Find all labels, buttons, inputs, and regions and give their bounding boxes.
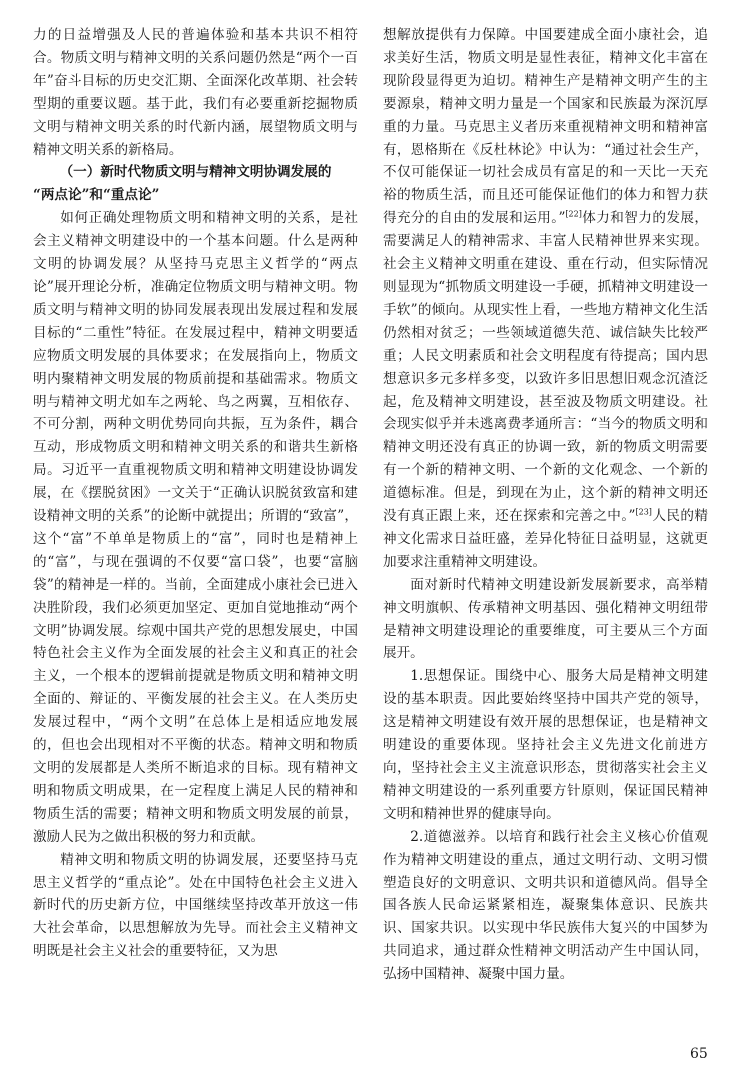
continued-text-b: 体力和智力的发展，需要满足人的精神需求、丰富人民精神世界来实现。社会主义精神文明重在建设、重在行动，但实际情况则显现为“抓物质文明建设一手硬，抓精神文明建设一手软”的倾向。从现实性上看，一些地方精神文化生活仍然相对贫乏；一些领域道德失范、诚信缺失比较严重；人民文明素质和社会文明程度有待提高；国内思想意识多元多样多变，以致许多旧思想旧观念沉渣泛起，危及精神文明建设，甚至波及物质文明建设。社会现实似乎并未逃离费孝通所言：“当今的物质文明和精神文明还没有真正的协调一致，新的物质文明需要有一个新的精神文明、一个新的文化观念、一个新的道德标准。但是，到现在为止，这个新的精神文明还没有真正跟上来，还在探索和完善之中。” (383, 210, 709, 525)
continued-paragraph (383, 24, 708, 574)
list-item-1 (383, 665, 708, 825)
citation-22: [22] (565, 209, 582, 219)
right-column (383, 24, 708, 986)
page-number: 65 (690, 1046, 708, 1062)
citation-23: [23] (635, 507, 652, 517)
list-item-1-body: 围绕中心、服务大局是精神文明建设的基本职责。因此要始终坚持中国共产党的领导，这是精神文明建设有效开展的思想保证，也是精神文明建设的重要体现。坚持社会主义先进文化前进方向，坚持社会主义主流意识形态，贯彻落实社会主义精神文明建设的一系列重要方针原则，保证国民精神文明和精神世界的健康导向。 (383, 668, 708, 822)
intro-paragraph: 力的日益增强及人民的普遍体验和基本共识不相符合。物质文明与精神文明的关系问题仍然是“两个一百年”奋斗目标的历史交汇期、全面深化改革期、社会转型期的重要议题。基于此，我们有必要重新挖掘物质文明与精神文明关系的时代新内涵，展望物质文明与精神文明关系的新格局。 (33, 27, 358, 158)
body-paragraph-3: 面对新时代精神文明建设新发展新要求，高举精神文明旗帜、传承精神文明基因、强化精神文明纽带是精神文明建设理论的重要维度，可主要从三个方面展开。 (383, 576, 708, 662)
continued-text-c: 人民的精神文化需求日益旺盛，差异化特征日益明显，这就更加要求注重精神文明建设。 (383, 508, 708, 570)
continued-text-a: 想解放提供有力保障。中国要建成全面小康社会，追求美好生活，物质文明是显性表征，精神文化丰富在现阶段显得更为迫切。精神生产是精神文明产生的主要源泉，精神文明力量是一个国家和民族最为深沉厚重的力量。马克思主义者历来重视精神文明和精神富有，恩格斯在《反杜林论》中认为：“通过社会生产，不仅可能保证一切社会成员有富足的和一天比一天充裕的物质生活，而且还可能保证他们的体力和智力获得充分的自由的发展和运用。” (383, 27, 708, 227)
left-column (33, 24, 358, 963)
section-heading-line-1: （一）新时代物质文明与精神文明协调发展的 (59, 164, 332, 181)
list-item-2 (383, 826, 708, 986)
list-item-2-body: 以培育和践行社会主义核心价值观作为精神文明建设的重点，通过文明行动、文明习惯塑造良好的文明意识、文明共识和道德风尚。倡导全国各族人民命运紧紧相连，凝聚集体意识、民族共识、国家共识。以实现中华民族伟大复兴的中国梦为共同追求，通过群众性精神文明活动产生中国认同，弘扬中国精神、凝聚中国力量。 (383, 828, 708, 983)
list-item-2-lead: 2.道德滋养。 (410, 828, 496, 845)
body-paragraph-1: 如何正确处理物质文明和精神文明的关系，是社会主义精神文明建设中的一个基本问题。什么是两种文明的协调发展？从坚持马克思主义哲学的“两点论”展开理论分析，准确定位物质文明与精神文明。物质文明与精神文明的协同发展表现出发展过程和发展目标的“二重性”特征。在发展过程中，精神文明要适应物质文明发展的具体要求；在发展指向上，物质文明内聚精神文明发展的物质前提和基础需求。物质文明与精神文明尤如车之两轮、鸟之两翼，互相依存、不可分割，两种文明优势同向共振，互为条件，耦合互动，形成物质文明和精神文明关系的和谐共生新格局。习近平一直重视物质文明和精神文明建设协调发展，在《摆脱贫困》一文关于“正确认识脱贫致富和建设精神文明的关系”的论断中就提出；所谓的“致富”，这个“富”不单单是物质上的“富”，同时也是精神上的“富”，与现在强调的不仅要“富口袋”，也要“富脑袋”的精神是一样的。当前，全面建成小康社会已进入决胜阶段，我们必须更加坚定、更加自觉地推动“两个文明”协调发展。综观中国共产党的思想发展史，中国特色社会主义作为全面发展的社会主义和真正的社会主义，一个根本的逻辑前提就是物质文明和精神文明全面的、辩证的、平衡发展的社会主义。在人类历史发展过程中，“两个文明”在总体上是相适应地发展的，但也会出现相对不平衡的状态。精神文明和物质文明的发展都是人类所不断追求的目标。现有精神文明和物质文明成果，在一定程度上满足人民的精神和物质生活的需要；精神文明和物质文明发展的前景，激励人民为之做出积极的努力和贡献。 (33, 210, 358, 845)
body-paragraph-2: 精神文明和物质文明的协调发展，还要坚持马克思主义哲学的“重点论”。处在中国特色社会主义进入新时代的历史新方位，中国继续坚持改革开放这一伟大社会革命，以思想解放为先导。而社会主义精神文明既是社会主义社会的重要特征，又为思 (33, 851, 358, 960)
section-heading (33, 161, 358, 207)
list-item-1-lead: 1.思想保证。 (410, 668, 496, 685)
section-heading-line-2: “两点论”和“重点论” (33, 187, 160, 204)
